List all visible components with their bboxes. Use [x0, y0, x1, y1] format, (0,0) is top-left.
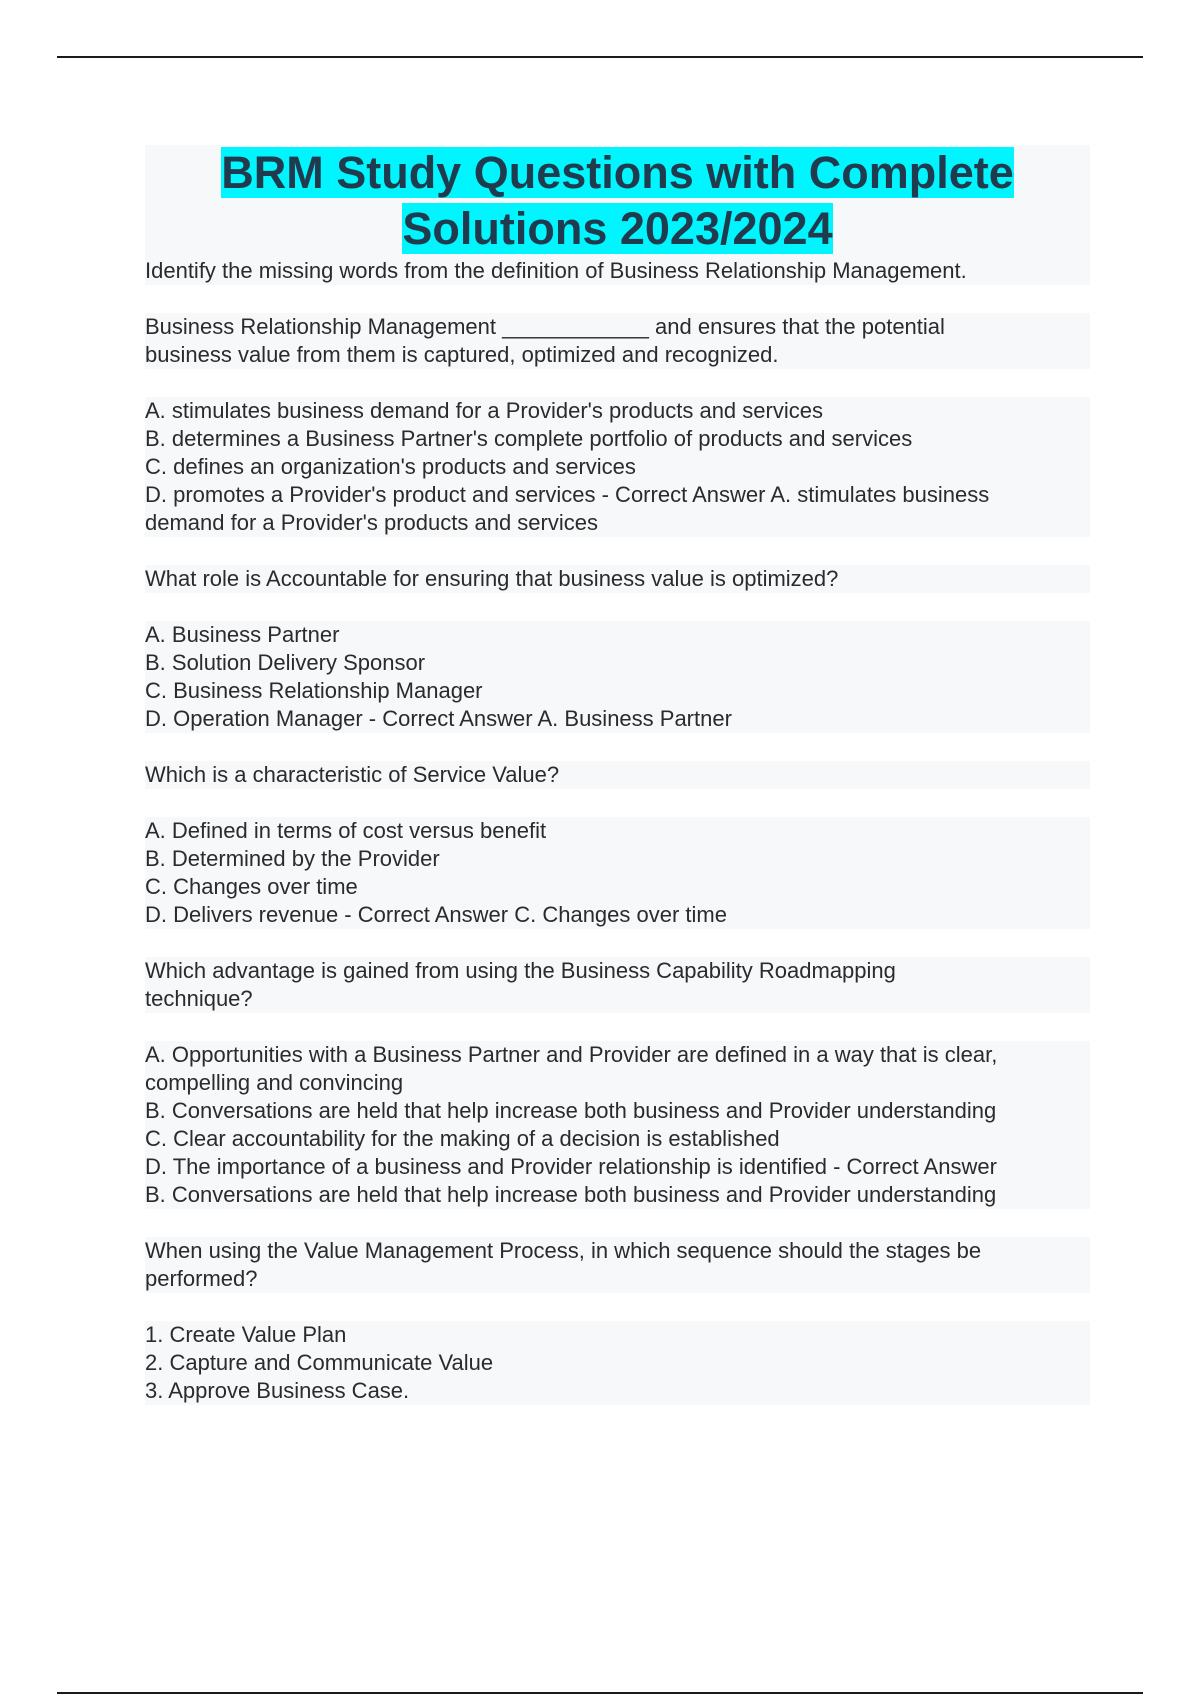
question-5-prompt-line-1: When using the Value Management Process, in which sequence should the stages be: [145, 1237, 1090, 1265]
question-3-options: [145, 817, 1090, 929]
question-5-step-3: 3. Approve Business Case.: [145, 1377, 1090, 1405]
question-4-options: [145, 1041, 1090, 1209]
question-2-prompt-text: What role is Accountable for ensuring that business value is optimized?: [145, 565, 1090, 593]
question-5-steps: [145, 1321, 1090, 1405]
question-2-prompt: [145, 565, 1090, 593]
question-2-option-d: D. Operation Manager - Correct Answer A. Business Partner: [145, 705, 1090, 733]
question-1-options: [145, 397, 1090, 537]
question-1-option-b: B. determines a Business Partner's complete portfolio of products and services: [145, 425, 1090, 453]
question-3-option-a: A. Defined in terms of cost versus benefit: [145, 817, 1090, 845]
question-2-option-a: A. Business Partner: [145, 621, 1090, 649]
document-title-line-2: Solutions 2023/2024: [402, 203, 833, 254]
title-block: [145, 145, 1090, 257]
question-4-prompt: [145, 957, 1090, 1013]
document-title-line-1: BRM Study Questions with Complete: [221, 147, 1014, 198]
question-1-option-d-line-2: demand for a Provider's products and services: [145, 509, 1090, 537]
question-5-prompt: [145, 1237, 1090, 1293]
question-3-option-c: C. Changes over time: [145, 873, 1090, 901]
question-1-option-d-line-1: D. promotes a Provider's product and services - Correct Answer A. stimulates business: [145, 481, 1090, 509]
question-3-option-b: B. Determined by the Provider: [145, 845, 1090, 873]
question-1-prompt-text: Identify the missing words from the definition of Business Relationship Management.: [145, 257, 1090, 285]
question-2-options: [145, 621, 1090, 733]
question-1-definition-line-2: business value from them is captured, optimized and recognized.: [145, 341, 1090, 369]
question-5-prompt-line-2: performed?: [145, 1265, 1090, 1293]
document-title: [221, 147, 1014, 254]
question-1-definition-line-1: Business Relationship Management ____________ and ensures that the potential: [145, 313, 1090, 341]
question-4-option-c: C. Clear accountability for the making of a decision is established: [145, 1125, 1090, 1153]
question-1-option-c: C. defines an organization's products and services: [145, 453, 1090, 481]
question-3-option-d: D. Delivers revenue - Correct Answer C. Changes over time: [145, 901, 1090, 929]
question-4-option-a-line-1: A. Opportunities with a Business Partner and Provider are defined in a way that is clear,: [145, 1041, 1090, 1069]
question-1-definition: [145, 313, 1090, 369]
question-4-option-a-line-2: compelling and convincing: [145, 1069, 1090, 1097]
question-2-option-b: B. Solution Delivery Sponsor: [145, 649, 1090, 677]
question-2-option-c: C. Business Relationship Manager: [145, 677, 1090, 705]
question-4-option-d-line-2: B. Conversations are held that help increase both business and Provider understanding: [145, 1181, 1090, 1209]
question-4-option-b: B. Conversations are held that help increase both business and Provider understanding: [145, 1097, 1090, 1125]
question-3-prompt-text: Which is a characteristic of Service Value?: [145, 761, 1090, 789]
document-body: [145, 145, 1090, 1433]
question-5-step-2: 2. Capture and Communicate Value: [145, 1349, 1090, 1377]
question-4-prompt-line-1: Which advantage is gained from using the Business Capability Roadmapping: [145, 957, 1090, 985]
question-1-prompt: [145, 257, 1090, 285]
top-rule: [57, 56, 1143, 58]
question-3-prompt: [145, 761, 1090, 789]
question-4-option-d-line-1: D. The importance of a business and Provider relationship is identified - Correct Answer: [145, 1153, 1090, 1181]
bottom-rule: [57, 1692, 1143, 1694]
question-5-step-1: 1. Create Value Plan: [145, 1321, 1090, 1349]
question-1-option-a: A. stimulates business demand for a Provider's products and services: [145, 397, 1090, 425]
question-4-prompt-line-2: technique?: [145, 985, 1090, 1013]
